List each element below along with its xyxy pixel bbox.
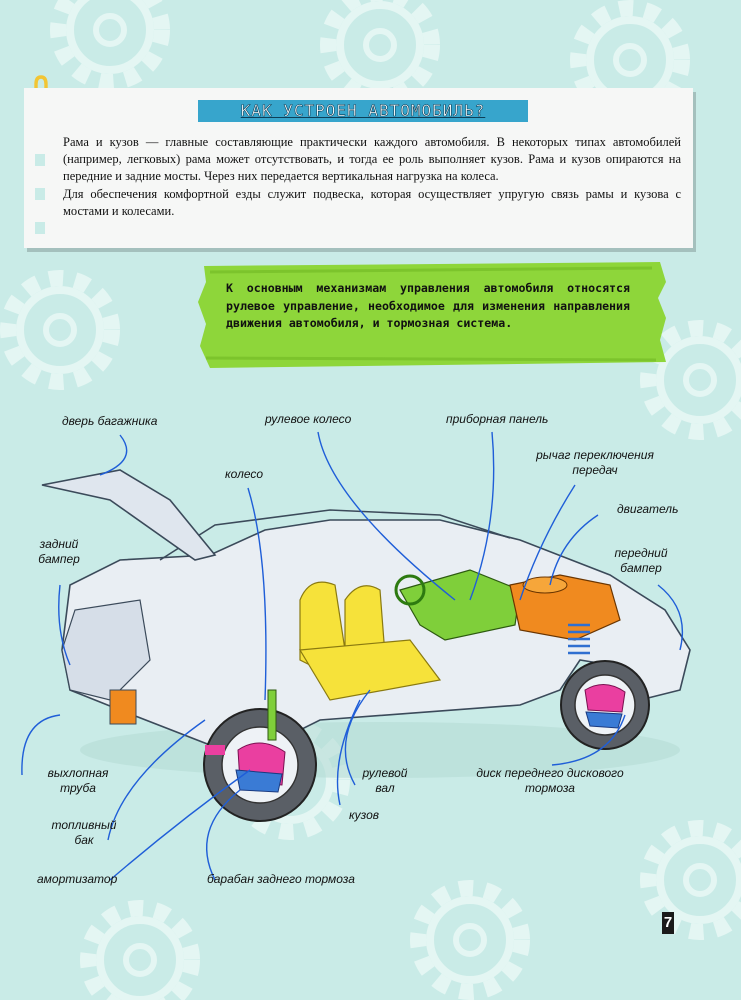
label-trunk-door: дверь багажника xyxy=(62,414,158,428)
paragraph: Для обеспечения комфортной езды служит подвеска, которая осуществляет упругую связь рамы и кузова с мостами и колесами. xyxy=(63,187,681,219)
label-body: кузов xyxy=(349,808,380,822)
page-title: КАК УСТРОЕН АВТОМОБИЛЬ? xyxy=(240,101,486,120)
label-fuel-tank-line2: бак xyxy=(74,833,94,847)
label-engine: двигатель xyxy=(617,502,679,516)
label-front-disc-brake xyxy=(460,766,640,796)
label-front-bumper xyxy=(596,546,686,576)
label-front-disc-brake-line2: тормоза xyxy=(525,781,575,795)
paragraph: Рама и кузов — главные составляющие практически каждого автомобиля. В некоторых типах автомобилей (например, легковых) рама может отсутствовать, и тогда ее роль выполняет кузов. Рама и кузов опираются на передние и задние мосты. Через них передается вертикальная нагрузка на колеса. xyxy=(63,135,681,183)
label-rear-bumper-line2: бампер xyxy=(38,552,80,566)
label-shock-absorber: амортизатор xyxy=(37,872,118,886)
label-gear-lever xyxy=(526,448,664,478)
label-steering-shaft xyxy=(355,766,415,796)
note-text: К основным механизмам управления автомобиля относятся рулевое управление, необходимое для изменения направления движения автомобиля, и тормозная система. xyxy=(226,281,630,330)
label-wheel: колесо xyxy=(225,467,264,481)
page-number: 7 xyxy=(662,912,674,934)
label-dashboard: приборная панель xyxy=(446,412,549,426)
label-fuel-tank-line1: топливный xyxy=(51,818,117,832)
label-front-bumper-line1: передний xyxy=(614,546,668,560)
label-front-disc-brake-line1: диск переднего дискового xyxy=(476,766,624,780)
label-exhaust-line2: труба xyxy=(60,781,96,795)
label-fuel-tank xyxy=(44,818,124,848)
label-steering-wheel: рулевое колесо xyxy=(265,412,352,426)
label-gear-lever-line2: передач xyxy=(572,463,618,477)
label-rear-drum-brake: барабан заднего тормоза xyxy=(207,872,355,886)
label-front-bumper-line2: бампер xyxy=(620,561,662,575)
label-steering-shaft-line1: рулевой xyxy=(362,766,408,780)
label-gear-lever-line1: рычаг переключения xyxy=(536,448,654,462)
label-exhaust-pipe xyxy=(38,766,118,796)
label-rear-bumper-line1: задний xyxy=(39,537,79,551)
label-rear-bumper xyxy=(24,537,94,567)
label-exhaust-line1: выхлопная xyxy=(47,766,109,780)
label-steering-shaft-line2: вал xyxy=(375,781,395,795)
